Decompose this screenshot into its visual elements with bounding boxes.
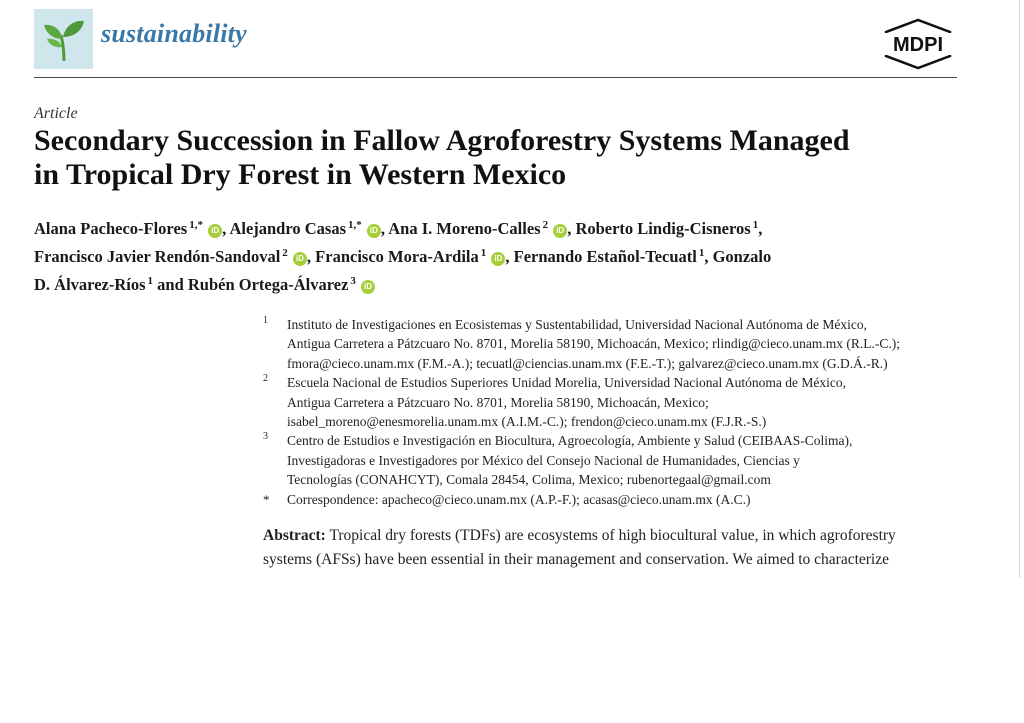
author-name: Rubén Ortega-Álvarez <box>187 275 349 294</box>
orcid-icon[interactable]: iD <box>361 280 375 294</box>
abstract-line-2: systems (AFSs) have been essential in their management and conservation. We aimed to characterize <box>263 551 890 568</box>
author-name: Alejandro Casas <box>229 219 347 238</box>
author-name: Francisco Mora-Ardila <box>315 247 479 266</box>
affiliation-number: 2 <box>263 373 268 385</box>
mdpi-logo <box>878 18 958 70</box>
author-name: Fernando Estañol-Tecuatl <box>513 247 697 266</box>
header-divider <box>34 77 957 78</box>
affiliation-line: fmora@cieco.unam.mx (F.M.-A.); tecuatl@ciencias.unam.mx (F.E.-T.); galvarez@cieco.unam.mx (G.D.Á.-R.) <box>287 355 888 371</box>
author-affil-sup: 2 <box>542 219 549 231</box>
author-name: Gonzalo <box>712 247 772 266</box>
mdpi-logo-text: MDPI <box>893 34 943 56</box>
affiliation-line: Centro de Estudios e Investigación en Biocultura, Agroecología, Ambiente y Salud (CEIBAAS-Colima), <box>287 433 853 449</box>
article-title <box>34 124 974 192</box>
author-affil-sup: 1 <box>752 219 759 231</box>
author-conjunction: and <box>157 275 184 294</box>
title-line-2: in Tropical Dry Forest in Western Mexico <box>34 158 567 191</box>
author-name: D. Álvarez-Ríos <box>34 275 146 294</box>
affiliation-item <box>263 315 983 373</box>
affiliation-number: 3 <box>263 431 268 443</box>
author-affil-sup: 1 <box>480 247 487 259</box>
affiliation-item <box>263 373 983 431</box>
affiliation-line: Antigua Carretera a Pátzcuaro No. 8701, Morelia 58190, Michoacán, Mexico; rlindig@cieco.unam.mx (R.L.-C.); <box>287 336 901 352</box>
author-affil-sup: 3 <box>350 275 356 287</box>
correspondence-mark: * <box>263 491 270 507</box>
author-line-2: Francisco Javier Rendón-Sandoval $^2$ iD , Francisco Mora-Ardila $^1$ iD , Fernando Estañol-Tecuatl $^1$, Gonzalo <box>34 247 772 266</box>
author-list <box>34 213 934 297</box>
orcid-icon[interactable]: iD <box>208 224 222 238</box>
article-type: Article <box>34 105 78 122</box>
page-edge <box>1019 0 1020 578</box>
author-name: Ana I. Moreno-Calles <box>388 219 541 238</box>
affiliation-line: isabel_moreno@enesmorelia.unam.mx (A.I.M.-C.); frendon@cieco.unam.mx (F.J.R.-S.) <box>287 414 767 430</box>
correspondence-text: Correspondence: apacheco@cieco.unam.mx (A.P.-F.); acasas@cieco.unam.mx (A.C.) <box>287 491 751 507</box>
author-line-3 <box>34 269 934 297</box>
affiliation-number: 1 <box>263 315 268 326</box>
abstract-label: Abstract: <box>263 527 326 544</box>
affiliation-line: Instituto de Investigaciones en Ecosistemas y Sustentabilidad, Universidad Nacional Autónoma de México, <box>287 317 867 332</box>
author-name: Roberto Lindig-Cisneros <box>575 219 751 238</box>
author-name: Francisco Javier Rendón-Sandoval <box>34 247 281 266</box>
journal-logo <box>34 9 93 69</box>
orcid-icon[interactable]: iD <box>491 252 505 266</box>
affiliation-line: Antigua Carretera a Pátzcuaro No. 8701, Morelia 58190, Michoacán, Mexico; <box>287 394 709 410</box>
author-affil-sup: 1 <box>698 247 705 259</box>
abstract <box>263 524 963 572</box>
affiliation-item <box>263 431 983 489</box>
orcid-icon[interactable]: iD <box>553 224 567 238</box>
author-line-1: Alana Pacheco-Flores $^{1,*}$ iD , Alejandro Casas $^{1,*}$ iD , Ana I. Moreno-Calles $^2$ iD , Roberto Lindig-Cisneros $^1$, <box>34 219 763 238</box>
journal-name: sustainability <box>101 19 247 48</box>
abstract-line-1 <box>263 524 963 548</box>
affiliation-line: Escuela Nacional de Estudios Superiores Unidad Morelia, Universidad Nacional Autónoma de México, <box>287 375 846 391</box>
affiliations <box>263 315 983 509</box>
blank-area <box>0 578 1024 723</box>
affiliation-line: Tecnologías (CONAHCYT), Comala 28454, Colima, Mexico; rubenortegaal@gmail.com <box>287 472 771 488</box>
author-affil-sup: 1,* <box>189 219 203 231</box>
author-affil-sup: 2 <box>282 247 288 259</box>
title-line-1: Secondary Succession in Fallow Agroforestry Systems Managed <box>34 124 850 157</box>
author-affil-sup: 1 <box>147 275 154 287</box>
leaf-sprout-icon <box>41 15 87 63</box>
affiliation-line: Investigadoras e Investigadores por México del Consejo Nacional de Humanidades, Ciencias y <box>287 452 800 468</box>
orcid-icon[interactable]: iD <box>293 252 307 266</box>
author-name: Alana Pacheco-Flores <box>34 219 188 238</box>
correspondence <box>263 490 983 509</box>
orcid-icon[interactable]: iD <box>367 224 381 238</box>
abstract-text: Tropical dry forests (TDFs) are ecosystems of high biocultural value, in which agroforestry <box>329 527 896 544</box>
author-affil-sup: 1,* <box>348 219 362 231</box>
